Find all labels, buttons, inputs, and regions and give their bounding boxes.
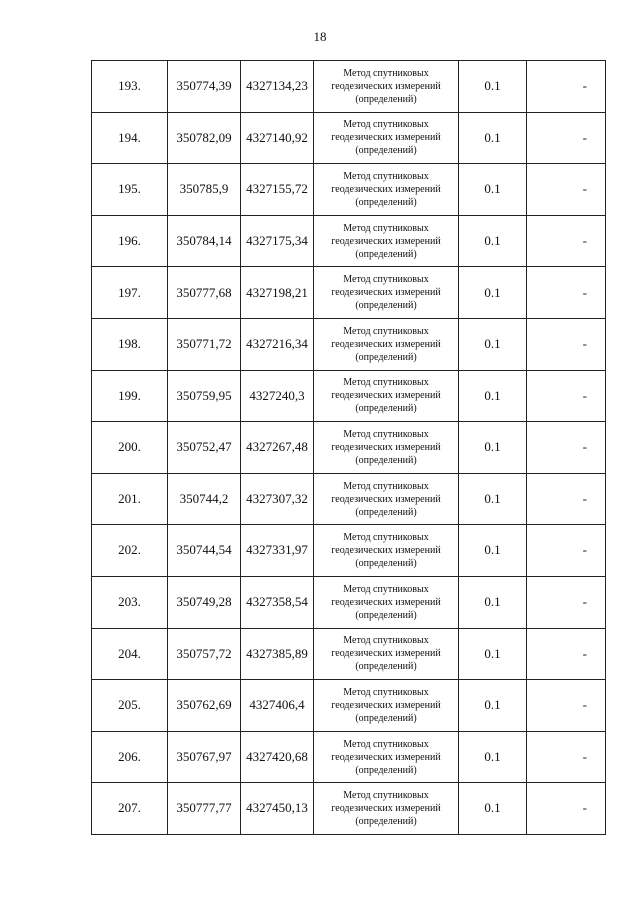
y-coordinate-cell: 4327331,97 xyxy=(241,525,314,577)
method-line: геодезических измерений xyxy=(331,80,441,92)
coordinates-table-body xyxy=(92,61,606,835)
x-coordinate-cell: 350782,09 xyxy=(168,112,241,164)
accuracy-cell: 0.1 xyxy=(459,576,527,628)
method-line: геодезических измерений xyxy=(331,803,441,815)
y-coordinate-cell: 4327385,89 xyxy=(241,628,314,680)
method-line: геодезических измерений xyxy=(331,699,441,711)
note-cell: - xyxy=(527,318,606,370)
accuracy-cell: 0.1 xyxy=(459,112,527,164)
y-coordinate-cell: 4327175,34 xyxy=(241,215,314,267)
method-line: геодезических измерений xyxy=(331,183,441,195)
x-coordinate-cell: 350784,14 xyxy=(168,215,241,267)
point-number-cell: 202. xyxy=(92,525,168,577)
table-row xyxy=(92,628,606,680)
method-line: Метод спутниковых xyxy=(343,790,429,802)
point-number-cell: 204. xyxy=(92,628,168,680)
method-line: Метод спутниковых xyxy=(343,686,429,698)
method-line: геодезических измерений xyxy=(331,493,441,505)
method-line: геодезических измерений xyxy=(331,545,441,557)
method-line: Метод спутниковых xyxy=(343,67,429,79)
note-cell: - xyxy=(527,731,606,783)
method-line: Метод спутниковых xyxy=(343,428,429,440)
x-coordinate-cell: 350762,69 xyxy=(168,680,241,732)
method-line: (определений) xyxy=(355,712,417,724)
method-line: Метод спутниковых xyxy=(343,170,429,182)
method-line: геодезических измерений xyxy=(331,132,441,144)
table-row xyxy=(92,61,606,113)
y-coordinate-cell: 4327420,68 xyxy=(241,731,314,783)
note-cell: - xyxy=(527,370,606,422)
method-cell xyxy=(314,525,459,577)
method-line: Метод спутниковых xyxy=(343,119,429,131)
point-number-cell: 193. xyxy=(92,61,168,113)
method-cell xyxy=(314,628,459,680)
method-cell xyxy=(314,783,459,835)
y-coordinate-cell: 4327406,4 xyxy=(241,680,314,732)
y-coordinate-cell: 4327155,72 xyxy=(241,164,314,216)
x-coordinate-cell: 350752,47 xyxy=(168,422,241,474)
note-cell: - xyxy=(527,215,606,267)
method-line: геодезических измерений xyxy=(331,648,441,660)
x-coordinate-cell: 350771,72 xyxy=(168,318,241,370)
point-number-cell: 199. xyxy=(92,370,168,422)
method-cell xyxy=(314,112,459,164)
method-line: Метод спутниковых xyxy=(343,480,429,492)
x-coordinate-cell: 350744,2 xyxy=(168,473,241,525)
note-cell: - xyxy=(527,628,606,680)
point-number-cell: 201. xyxy=(92,473,168,525)
y-coordinate-cell: 4327267,48 xyxy=(241,422,314,474)
note-cell: - xyxy=(527,164,606,216)
x-coordinate-cell: 350774,39 xyxy=(168,61,241,113)
note-cell: - xyxy=(527,473,606,525)
method-line: (определений) xyxy=(355,145,417,157)
method-line: (определений) xyxy=(355,248,417,260)
method-cell xyxy=(314,576,459,628)
y-coordinate-cell: 4327134,23 xyxy=(241,61,314,113)
y-coordinate-cell: 4327240,3 xyxy=(241,370,314,422)
method-cell xyxy=(314,680,459,732)
table-row xyxy=(92,215,606,267)
point-number-cell: 196. xyxy=(92,215,168,267)
method-line: (определений) xyxy=(355,196,417,208)
method-line: Метод спутниковых xyxy=(343,377,429,389)
x-coordinate-cell: 350777,68 xyxy=(168,267,241,319)
note-cell: - xyxy=(527,680,606,732)
method-line: Метод спутниковых xyxy=(343,325,429,337)
table-row xyxy=(92,267,606,319)
accuracy-cell: 0.1 xyxy=(459,61,527,113)
accuracy-cell: 0.1 xyxy=(459,318,527,370)
point-number-cell: 207. xyxy=(92,783,168,835)
note-cell: - xyxy=(527,422,606,474)
x-coordinate-cell: 350744,54 xyxy=(168,525,241,577)
method-cell xyxy=(314,61,459,113)
method-line: Метод спутниковых xyxy=(343,583,429,595)
method-line: (определений) xyxy=(355,661,417,673)
accuracy-cell: 0.1 xyxy=(459,783,527,835)
point-number-cell: 205. xyxy=(92,680,168,732)
point-number-cell: 195. xyxy=(92,164,168,216)
x-coordinate-cell: 350749,28 xyxy=(168,576,241,628)
method-line: геодезических измерений xyxy=(331,235,441,247)
method-cell xyxy=(314,215,459,267)
note-cell: - xyxy=(527,525,606,577)
method-line: геодезических измерений xyxy=(331,596,441,608)
table-row xyxy=(92,112,606,164)
method-line: (определений) xyxy=(355,300,417,312)
note-cell: - xyxy=(527,61,606,113)
accuracy-cell: 0.1 xyxy=(459,628,527,680)
y-coordinate-cell: 4327198,21 xyxy=(241,267,314,319)
accuracy-cell: 0.1 xyxy=(459,680,527,732)
y-coordinate-cell: 4327140,92 xyxy=(241,112,314,164)
method-line: (определений) xyxy=(355,816,417,828)
method-line: Метод спутниковых xyxy=(343,222,429,234)
accuracy-cell: 0.1 xyxy=(459,267,527,319)
accuracy-cell: 0.1 xyxy=(459,473,527,525)
method-line: Метод спутниковых xyxy=(343,532,429,544)
method-cell xyxy=(314,422,459,474)
x-coordinate-cell: 350785,9 xyxy=(168,164,241,216)
method-line: геодезических измерений xyxy=(331,390,441,402)
x-coordinate-cell: 350757,72 xyxy=(168,628,241,680)
method-line: (определений) xyxy=(355,506,417,518)
point-number-cell: 197. xyxy=(92,267,168,319)
method-cell xyxy=(314,370,459,422)
table-row xyxy=(92,783,606,835)
y-coordinate-cell: 4327450,13 xyxy=(241,783,314,835)
method-line: (определений) xyxy=(355,403,417,415)
y-coordinate-cell: 4327216,34 xyxy=(241,318,314,370)
accuracy-cell: 0.1 xyxy=(459,422,527,474)
method-line: (определений) xyxy=(355,609,417,621)
table-row xyxy=(92,576,606,628)
x-coordinate-cell: 350759,95 xyxy=(168,370,241,422)
x-coordinate-cell: 350767,97 xyxy=(168,731,241,783)
method-line: Метод спутниковых xyxy=(343,274,429,286)
coordinates-table xyxy=(91,60,606,835)
method-cell xyxy=(314,318,459,370)
method-line: Метод спутниковых xyxy=(343,738,429,750)
method-line: геодезических измерений xyxy=(331,338,441,350)
method-line: (определений) xyxy=(355,558,417,570)
table-row xyxy=(92,525,606,577)
y-coordinate-cell: 4327307,32 xyxy=(241,473,314,525)
method-cell xyxy=(314,731,459,783)
method-line: (определений) xyxy=(355,454,417,466)
point-number-cell: 203. xyxy=(92,576,168,628)
accuracy-cell: 0.1 xyxy=(459,164,527,216)
table-row xyxy=(92,422,606,474)
point-number-cell: 200. xyxy=(92,422,168,474)
y-coordinate-cell: 4327358,54 xyxy=(241,576,314,628)
method-line: Метод спутниковых xyxy=(343,635,429,647)
accuracy-cell: 0.1 xyxy=(459,731,527,783)
note-cell: - xyxy=(527,112,606,164)
x-coordinate-cell: 350777,77 xyxy=(168,783,241,835)
accuracy-cell: 0.1 xyxy=(459,370,527,422)
method-cell xyxy=(314,267,459,319)
table-row xyxy=(92,318,606,370)
point-number-cell: 198. xyxy=(92,318,168,370)
note-cell: - xyxy=(527,576,606,628)
note-cell: - xyxy=(527,267,606,319)
method-line: (определений) xyxy=(355,351,417,363)
method-cell xyxy=(314,164,459,216)
point-number-cell: 194. xyxy=(92,112,168,164)
table-row xyxy=(92,370,606,422)
method-line: (определений) xyxy=(355,93,417,105)
accuracy-cell: 0.1 xyxy=(459,215,527,267)
method-line: геодезических измерений xyxy=(331,441,441,453)
note-cell: - xyxy=(527,783,606,835)
table-row xyxy=(92,731,606,783)
table-row xyxy=(92,164,606,216)
method-cell xyxy=(314,473,459,525)
table-row xyxy=(92,680,606,732)
accuracy-cell: 0.1 xyxy=(459,525,527,577)
page-number: 18 xyxy=(313,29,327,44)
point-number-cell: 206. xyxy=(92,731,168,783)
method-line: геодезических измерений xyxy=(331,287,441,299)
method-line: (определений) xyxy=(355,764,417,776)
method-line: геодезических измерений xyxy=(331,751,441,763)
table-row xyxy=(92,473,606,525)
